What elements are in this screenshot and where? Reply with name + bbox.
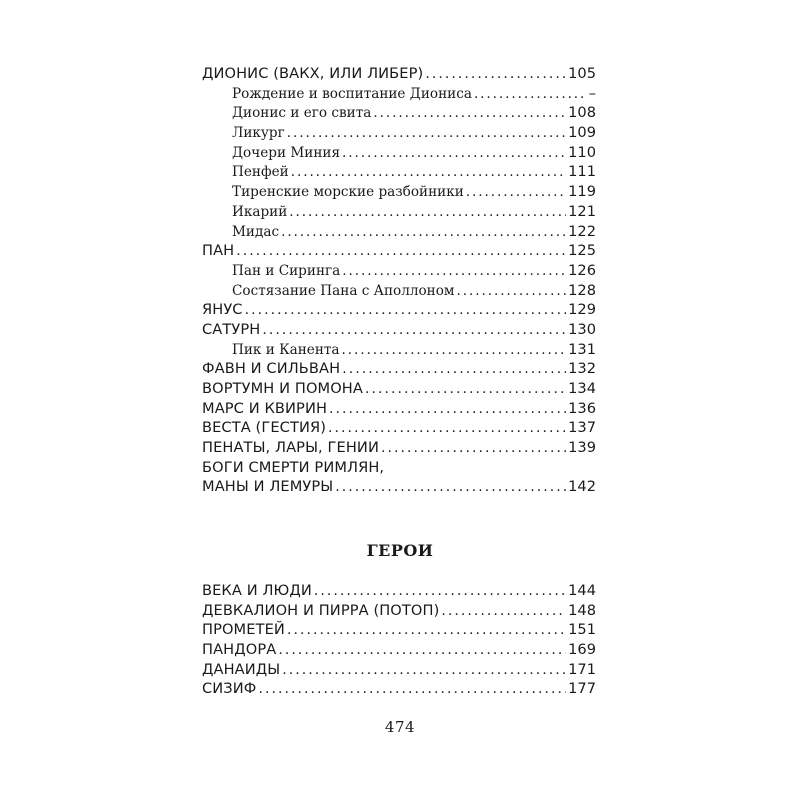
toc-entry-title: ФАВН И СИЛЬВАН — [202, 360, 341, 378]
dot-leader — [281, 223, 566, 243]
toc-entry — [202, 241, 596, 261]
toc-entry — [202, 300, 596, 320]
dot-leader — [441, 602, 566, 622]
dot-leader — [245, 301, 567, 321]
toc-entry-page: 128 — [568, 281, 596, 299]
toc-entry-page: 105 — [568, 65, 596, 82]
toc-subentry — [202, 202, 596, 222]
toc-entry-title: МАНЫ И ЛЕМУРЫ — [202, 478, 334, 496]
toc-entry-page: 122 — [568, 222, 596, 240]
toc-subentry — [202, 222, 596, 242]
toc-entry-page: 148 — [568, 601, 596, 619]
dot-leader — [314, 582, 566, 602]
toc-entry-page: 134 — [568, 380, 596, 397]
dot-leader — [342, 360, 566, 380]
toc-entry-title: Мидас — [232, 223, 280, 240]
toc-entry-title: ВЕКА И ЛЮДИ — [202, 582, 312, 599]
toc-entry-title: ВЕСТА (ГЕСТИЯ) — [202, 419, 327, 437]
dot-leader — [342, 262, 566, 282]
toc-entry-title: ПРОМЕТЕЙ — [202, 621, 285, 639]
toc-entry — [202, 320, 596, 340]
toc-entry-title: ЯНУС — [202, 301, 243, 319]
dot-leader — [236, 242, 566, 262]
dot-leader — [365, 380, 566, 400]
toc-entry-page: 131 — [568, 340, 596, 358]
toc-entry-page: – — [588, 84, 596, 102]
toc-subentry — [202, 182, 596, 202]
toc-entry-page: 139 — [568, 439, 596, 457]
toc-entry-page: 109 — [568, 124, 596, 142]
toc-entry — [202, 399, 596, 419]
toc-entry-title: СИЗИФ — [202, 680, 257, 698]
toc-entry-page: 111 — [568, 163, 596, 181]
page-number: 474 — [384, 718, 416, 736]
toc-list-heroes — [202, 581, 596, 699]
toc-entry-multiline-first — [202, 458, 596, 478]
toc-subentry — [202, 162, 596, 182]
toc-entry — [202, 379, 596, 399]
dot-leader — [278, 641, 566, 661]
toc-entry-title: ДЕВКАЛИОН И ПИРРА (ПОТОП) — [202, 601, 440, 619]
toc-entry-page: 171 — [568, 660, 596, 678]
toc-entry — [202, 438, 596, 458]
toc-list — [202, 64, 596, 497]
toc-entry-title: Пан и Сиринга — [232, 262, 341, 279]
dot-leader — [258, 680, 566, 700]
toc-entry — [202, 679, 596, 699]
toc-entry-title: Дионис и его свита — [232, 105, 372, 122]
toc-subentry — [202, 261, 596, 281]
dot-leader — [287, 621, 566, 641]
toc-entry-title: ПАН — [202, 242, 235, 260]
dot-leader — [474, 85, 587, 105]
dot-leader — [381, 439, 566, 459]
toc-entry-title: ДИОНИС (ВАКХ, ИЛИ ЛИБЕР) — [202, 65, 424, 82]
dot-leader — [289, 203, 566, 223]
toc-entry-page: 130 — [568, 320, 596, 338]
toc-entry-title: Икарий — [232, 203, 288, 220]
toc-subentry — [202, 103, 596, 123]
toc-entry-title: Дочери Миния — [232, 144, 341, 161]
dot-leader — [329, 400, 566, 420]
toc-subentry — [202, 143, 596, 163]
toc-entry-page: 177 — [568, 680, 596, 698]
toc-entry-title: Состязание Пана с Аполлоном — [232, 282, 455, 299]
toc-entry-title: ВОРТУМН И ПОМОНА — [202, 380, 363, 397]
dot-leader — [457, 282, 567, 302]
dot-leader — [287, 124, 566, 144]
toc-entry-page: 136 — [568, 399, 596, 417]
toc-entry-title: Тиренские морские разбойники — [232, 184, 464, 201]
toc-entry-title: БОГИ СМЕРТИ РИМЛЯН, — [202, 458, 385, 476]
toc-entry-page: 110 — [568, 143, 596, 161]
toc-entry-page: 126 — [568, 261, 596, 279]
dot-leader — [342, 341, 567, 361]
toc-entry-title: Ликург — [232, 125, 285, 142]
toc-entry-page: 151 — [568, 621, 596, 639]
toc-entry-title: Рождение и воспитание Диониса — [232, 85, 472, 102]
toc-entry — [202, 64, 596, 84]
toc-entry-page: 129 — [568, 301, 596, 319]
toc-entry-title: Пик и Канента — [232, 341, 340, 358]
toc-entry-page: 132 — [568, 360, 596, 378]
toc-entry — [202, 640, 596, 660]
dot-leader — [291, 163, 566, 183]
toc-entry — [202, 418, 596, 438]
dot-leader — [342, 144, 566, 164]
toc-entry-page: 137 — [568, 419, 596, 437]
toc-entry — [202, 581, 596, 601]
toc-subentry — [202, 281, 596, 301]
toc-entry — [202, 601, 596, 621]
toc-entry-title: ПАНДОРА — [202, 641, 277, 659]
toc-subentry — [202, 84, 596, 104]
dot-leader — [425, 65, 566, 85]
toc-entry-title: Пенфей — [232, 164, 289, 181]
dot-leader — [335, 478, 566, 498]
toc-entry-title: ПЕНАТЫ, ЛАРЫ, ГЕНИИ — [202, 439, 379, 457]
toc-entry-title: САТУРН — [202, 320, 261, 338]
toc-subentry — [202, 123, 596, 143]
dot-leader — [328, 419, 566, 439]
dot-leader — [373, 104, 566, 124]
toc-entry-page: 125 — [568, 242, 596, 260]
toc-entry-page: 119 — [568, 183, 596, 201]
toc-entry — [202, 660, 596, 680]
toc-entry-page: 169 — [568, 641, 596, 659]
toc-entry-page: 144 — [568, 582, 596, 599]
dot-leader — [262, 321, 566, 341]
dot-leader — [282, 661, 566, 681]
toc-entry-page: 121 — [568, 202, 596, 220]
toc-subentry — [202, 340, 596, 360]
section-title: ГЕРОИ — [366, 541, 434, 560]
toc-entry-title: ДАНАИДЫ — [202, 660, 281, 678]
toc-entry — [202, 359, 596, 379]
toc-entry-multiline-second — [202, 477, 596, 497]
dot-leader — [466, 183, 566, 203]
toc-entry-page: 142 — [568, 478, 596, 496]
toc-entry-page: 108 — [568, 104, 596, 122]
toc-entry-title: МАРС И КВИРИН — [202, 399, 328, 417]
toc-entry — [202, 620, 596, 640]
